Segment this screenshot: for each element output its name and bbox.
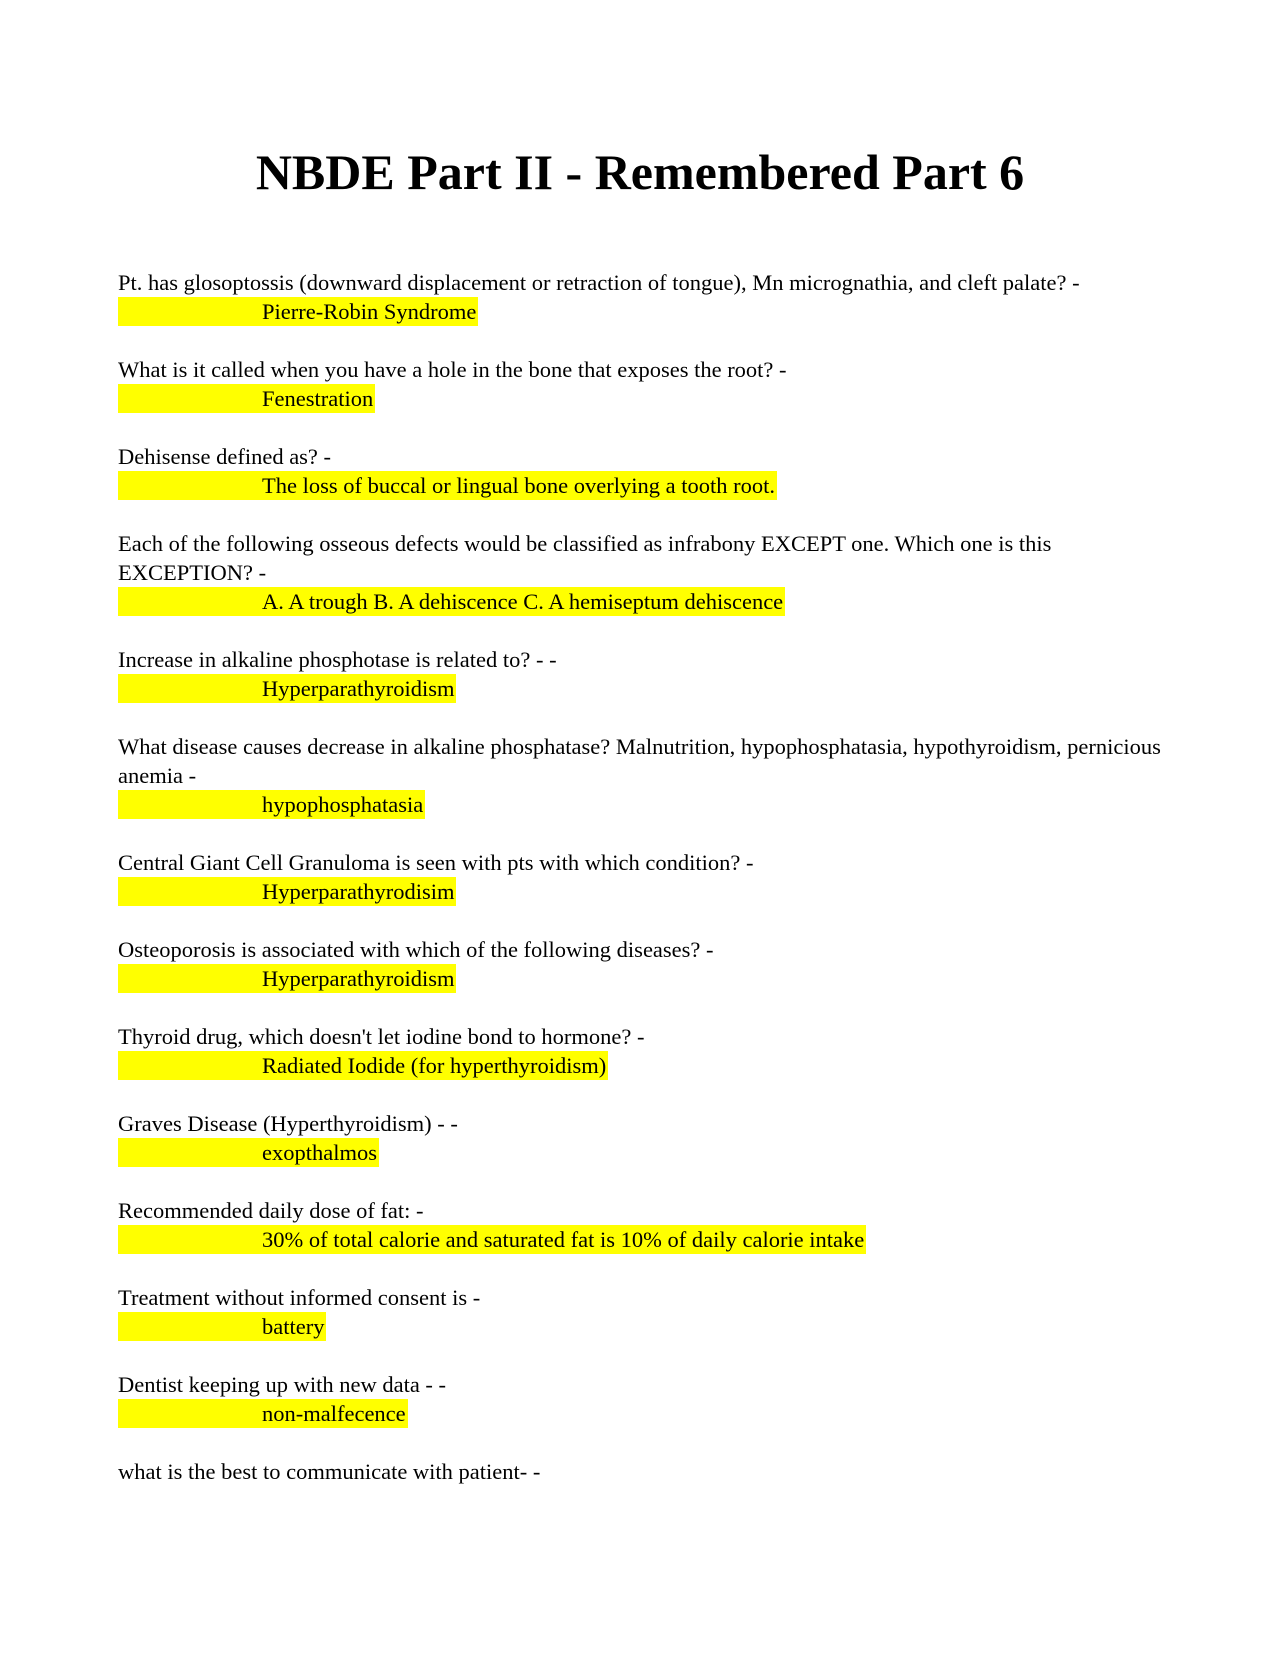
question-text: What is it called when you have a hole in the bone that exposes the root? - (118, 357, 787, 382)
qa-item (118, 1109, 1178, 1167)
question-text: Osteoporosis is associated with which of the following diseases? - (118, 937, 714, 962)
qa-list (118, 268, 1178, 1515)
qa-item (118, 268, 1178, 326)
answer-highlight: Hyperparathyroidism (118, 964, 456, 993)
answer-highlight: exopthalmos (118, 1138, 379, 1167)
qa-item (118, 529, 1178, 616)
question-text: what is the best to communicate with patient- - (118, 1459, 541, 1484)
answer-highlight: hypophosphatasia (118, 790, 425, 819)
question-text: Graves Disease (Hyperthyroidism) - - (118, 1111, 458, 1136)
answer-highlight: A. A trough B. A dehiscence C. A hemiseptum dehiscence (118, 587, 785, 616)
qa-item (118, 1370, 1178, 1428)
question-text: Dentist keeping up with new data - - (118, 1372, 447, 1397)
answer-highlight: Pierre-Robin Syndrome (118, 297, 478, 326)
question-text: Recommended daily dose of fat: - (118, 1198, 424, 1223)
question-text: Pt. has glosoptossis (downward displacement or retraction of tongue), Mn micrognathia, and cleft palate? - (118, 270, 1080, 295)
answer-highlight: Hyperparathyrodisim (118, 877, 456, 906)
question-text: Each of the following osseous defects would be classified as infrabony EXCEPT one. Which one is this EXCEPTION? - (118, 531, 1052, 585)
question-text: Central Giant Cell Granuloma is seen with pts with which condition? - (118, 850, 754, 875)
qa-item (118, 1022, 1178, 1080)
answer-highlight: battery (118, 1312, 326, 1341)
qa-item (118, 848, 1178, 906)
question-text: Treatment without informed consent is - (118, 1285, 481, 1310)
qa-item (118, 1283, 1178, 1341)
answer-highlight: Radiated Iodide (for hyperthyroidism) (118, 1051, 608, 1080)
answer-highlight: non-malfecence (118, 1399, 408, 1428)
question-text: What disease causes decrease in alkaline phosphatase? Malnutrition, hypophosphatasia, hypothyroidism, pernicious anemia - (118, 734, 1161, 788)
answer-highlight: The loss of buccal or lingual bone overlying a tooth root. (118, 471, 777, 500)
question-text: Increase in alkaline phosphotase is related to? - - (118, 647, 557, 672)
question-text: Thyroid drug, which doesn't let iodine bond to hormone? - (118, 1024, 645, 1049)
answer-highlight: 30% of total calorie and saturated fat is 10% of daily calorie intake (118, 1225, 866, 1254)
qa-item (118, 1457, 1178, 1486)
qa-item (118, 442, 1178, 500)
qa-item (118, 732, 1178, 819)
question-text: Dehisense defined as? - (118, 444, 332, 469)
qa-item (118, 935, 1178, 993)
page-title: NBDE Part II - Remembered Part 6 (255, 144, 1025, 200)
qa-item (118, 1196, 1178, 1254)
answer-highlight: Hyperparathyroidism (118, 674, 456, 703)
answer-highlight: Fenestration (118, 384, 375, 413)
qa-item (118, 645, 1178, 703)
qa-item (118, 355, 1178, 413)
